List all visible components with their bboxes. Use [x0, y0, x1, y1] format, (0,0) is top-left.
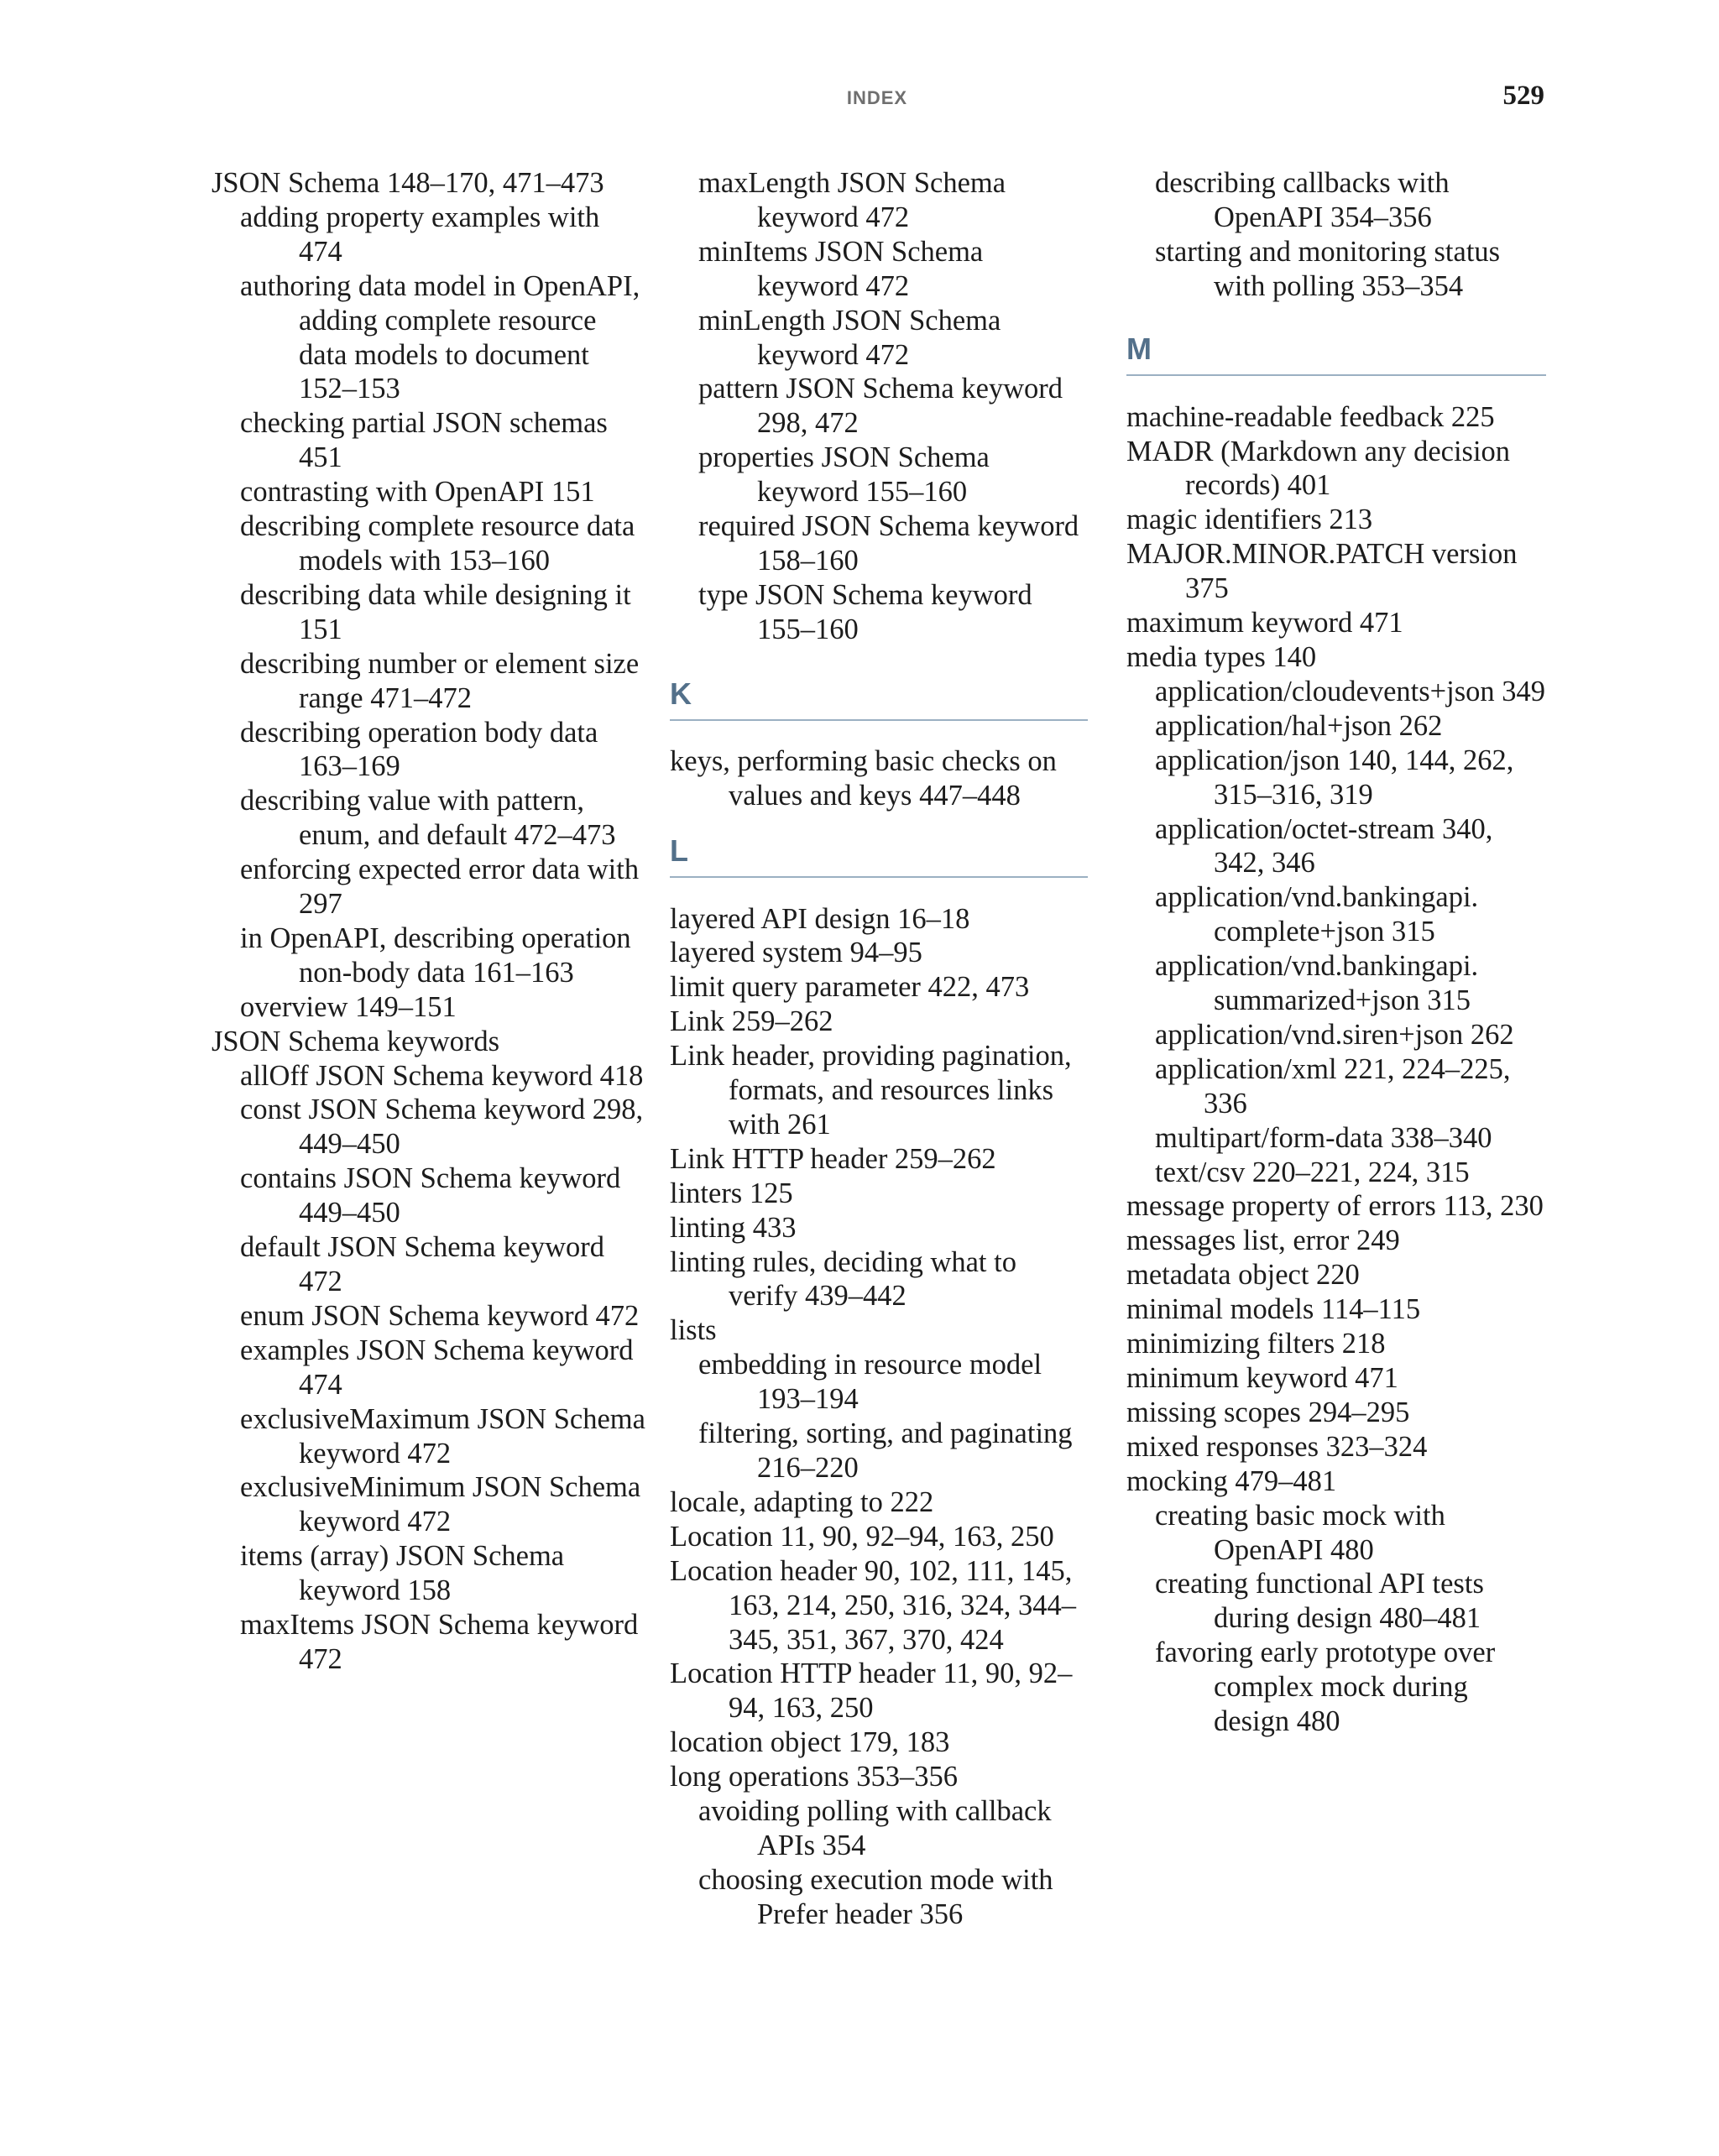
- index-subentry: overview 149–151: [240, 990, 457, 1023]
- index-entry: maximum keyword 471: [1126, 607, 1403, 639]
- index-subentry: default JSON Schema keyword 472: [240, 1231, 605, 1297]
- index-subentry: properties JSON Schema keyword 155–160: [698, 441, 990, 509]
- index-subentry: creating functional API tests during design 480–481: [1155, 1568, 1484, 1635]
- index-subentry: allOff JSON Schema keyword 418: [240, 1059, 644, 1092]
- index-subentry: minLength JSON Schema keyword 472: [698, 304, 1001, 371]
- index-subentry: exclusiveMinimum JSON Schema keyword 472: [240, 1471, 641, 1538]
- index-subentry: contains JSON Schema keyword 449–450: [240, 1162, 621, 1229]
- index-subentry: application/json 140, 144, 262, 315–316, 319: [1155, 744, 1514, 811]
- index-entry: missing scopes 294–295: [1126, 1396, 1410, 1428]
- index-entry: linting rules, deciding what to verify 439–442: [670, 1245, 1016, 1313]
- index-subentry: maxLength JSON Schema keyword 472: [698, 167, 1006, 233]
- index-subentry: multipart/form-data 338–340: [1155, 1121, 1492, 1154]
- index-subentry: minItems JSON Schema keyword 472: [698, 235, 984, 302]
- index-subentry: describing complete resource data models with 153–160: [240, 510, 635, 577]
- index-entry: Link HTTP header 259–262: [670, 1142, 996, 1175]
- index-entry: JSON Schema keywords: [212, 1025, 500, 1057]
- index-subentry: application/cloudevents+json 349: [1155, 675, 1545, 707]
- index-entry: keys, performing basic checks on values and keys 447–448: [670, 744, 1057, 812]
- index-entry: mixed responses 323–324: [1126, 1430, 1428, 1463]
- index-subentry: creating basic mock with OpenAPI 480: [1155, 1499, 1445, 1566]
- index-entry: metadata object 220: [1126, 1259, 1360, 1292]
- index-entry: MAJOR.MINOR.PATCH version 375: [1126, 538, 1518, 605]
- index-entry: long operations 353–356: [670, 1761, 959, 1793]
- index-column-3: [1126, 166, 1546, 1739]
- index-subentry: authoring data model in OpenAPI, adding complete resource data models to document 152–153: [240, 269, 640, 405]
- index-subentry: application/vnd.bankingapi. complete+json 315: [1155, 881, 1479, 948]
- index-entry: minimizing filters 218: [1126, 1328, 1386, 1360]
- section-letter-l: L: [670, 834, 1088, 878]
- index-subentry: exclusiveMaximum JSON Schema keyword 472: [240, 1402, 645, 1470]
- index-entry: JSON Schema 148–170, 471–473: [212, 167, 604, 199]
- index-entry: Link header, providing pagination, formats, and resources links with 261: [670, 1040, 1072, 1141]
- index-entry: Location 11, 90, 92–94, 163, 250: [670, 1520, 1054, 1553]
- index-subentry: choosing execution mode with Prefer header 356: [698, 1863, 1053, 1930]
- index-subentry: describing data while designing it 151: [240, 578, 631, 645]
- index-entry: lists: [670, 1314, 717, 1347]
- index-column-1: [212, 166, 648, 1677]
- section-letter-m: M: [1126, 332, 1546, 376]
- index-subentry: starting and monitoring status with polling 353–354: [1155, 235, 1501, 302]
- index-subentry: contrasting with OpenAPI 151: [240, 476, 595, 509]
- index-subentry: examples JSON Schema keyword 474: [240, 1334, 634, 1401]
- index-subentry: pattern JSON Schema keyword 298, 472: [698, 373, 1063, 440]
- index-entry: linting 433: [670, 1211, 797, 1244]
- index-entry: Location HTTP header 11, 90, 92–94, 163, 250: [670, 1657, 1073, 1725]
- index-subentry: filtering, sorting, and paginating 216–220: [698, 1417, 1073, 1484]
- index-entry: magic identifiers 213: [1126, 504, 1373, 536]
- index-entry: layered API design 16–18: [670, 902, 970, 935]
- index-subentry: application/xml 221, 224–225, 336: [1155, 1052, 1511, 1120]
- index-subentry: enum JSON Schema keyword 472: [240, 1299, 640, 1332]
- index-entry: MADR (Markdown any decision records) 401: [1126, 435, 1511, 502]
- index-subentry: in OpenAPI, describing operation non-body data 161–163: [240, 921, 631, 989]
- index-subentry: application/hal+json 262: [1155, 709, 1443, 742]
- index-subentry: application/vnd.siren+json 262: [1155, 1018, 1514, 1051]
- index-entry: minimum keyword 471: [1126, 1362, 1398, 1394]
- index-entry: location object 179, 183: [670, 1726, 950, 1759]
- index-subentry: embedding in resource model 193–194: [698, 1349, 1042, 1416]
- index-subentry: describing operation body data 163–169: [240, 716, 598, 783]
- index-subentry: favoring early prototype over complex mock during design 480: [1155, 1637, 1496, 1738]
- running-head: INDEX: [846, 87, 908, 108]
- index-entry: Link 259–262: [670, 1005, 833, 1038]
- index-subentry: application/vnd.bankingapi. summarized+json 315: [1155, 950, 1479, 1017]
- index-entry: Location header 90, 102, 111, 145, 163, 214, 250, 316, 324, 344–345, 351, 367, 370, 424: [670, 1554, 1076, 1656]
- index-subentry: text/csv 220–221, 224, 315: [1155, 1156, 1470, 1188]
- index-subentry: maxItems JSON Schema keyword 472: [240, 1609, 639, 1675]
- index-subentry: describing number or element size range 471–472: [240, 647, 640, 714]
- index-column-2: [670, 166, 1088, 1932]
- index-subentry: application/octet-stream 340, 342, 346: [1155, 812, 1493, 880]
- index-subentry: items (array) JSON Schema keyword 158: [240, 1540, 565, 1607]
- index-entry: mocking 479–481: [1126, 1464, 1337, 1497]
- index-entry: locale, adapting to 222: [670, 1485, 934, 1518]
- index-subentry: avoiding polling with callback APIs 354: [698, 1795, 1052, 1861]
- index-entry: linters 125: [670, 1177, 793, 1209]
- index-entry: machine-readable feedback 225: [1126, 400, 1495, 433]
- index-subentry: describing callbacks with OpenAPI 354–356: [1155, 167, 1450, 233]
- index-subentry: checking partial JSON schemas 451: [240, 407, 608, 474]
- index-subentry: adding property examples with 474: [240, 201, 600, 268]
- index-entry: message property of errors 113, 230: [1126, 1190, 1544, 1223]
- index-subentry: describing value with pattern, enum, and default 472–473: [240, 785, 616, 852]
- page-number: 529: [1502, 81, 1544, 111]
- index-entry: messages list, error 249: [1126, 1224, 1400, 1257]
- index-entry: limit query parameter 422, 473: [670, 971, 1030, 1004]
- index-subentry: enforcing expected error data with 297: [240, 854, 640, 921]
- index-entry: layered system 94–95: [670, 937, 922, 969]
- section-letter-k: K: [670, 677, 1088, 721]
- index-subentry: const JSON Schema keyword 298, 449–450: [240, 1094, 644, 1161]
- index-subentry: type JSON Schema keyword 155–160: [698, 578, 1032, 645]
- index-subentry: required JSON Schema keyword 158–160: [698, 510, 1079, 577]
- index-entry: minimal models 114–115: [1126, 1293, 1421, 1326]
- index-entry: media types 140: [1126, 640, 1317, 673]
